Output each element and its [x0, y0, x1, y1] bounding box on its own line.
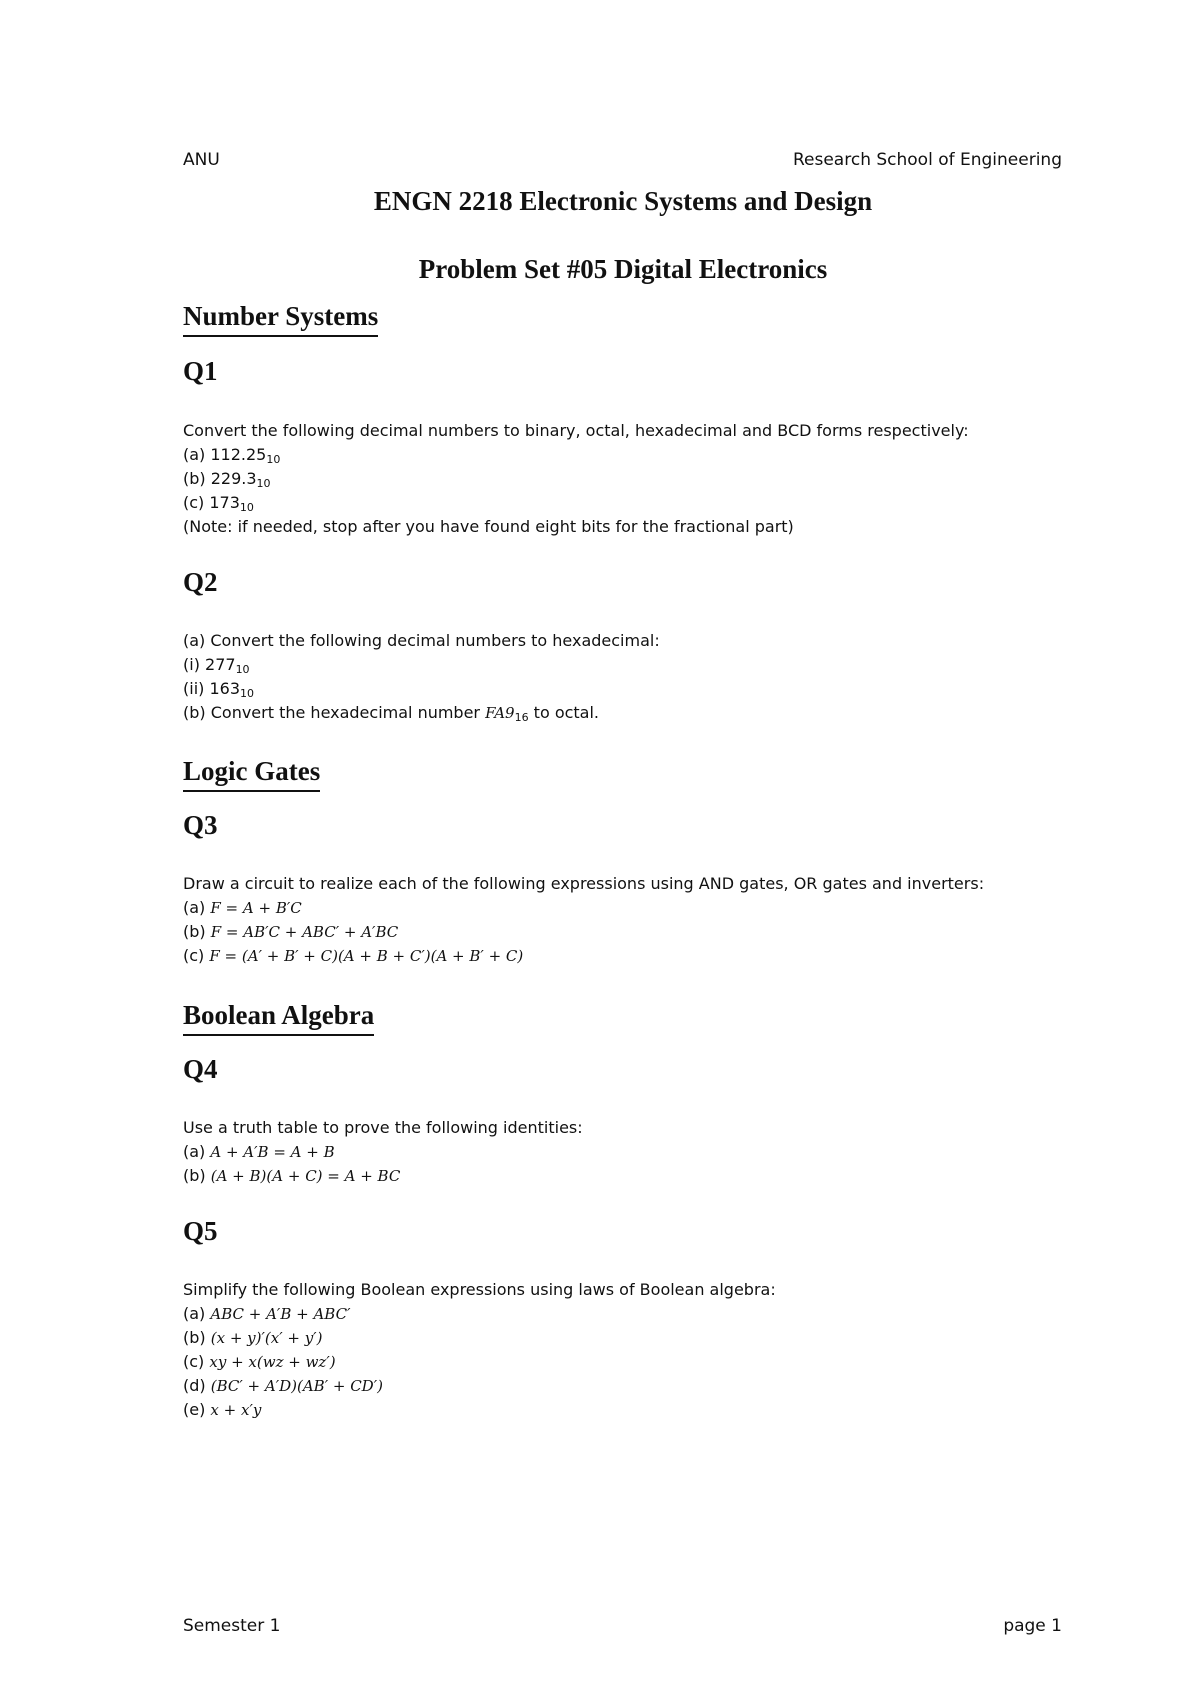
q1-note: (Note: if needed, stop after you have found eight bits for the fractional part): [183, 517, 794, 536]
q3-heading: Q3: [183, 810, 218, 840]
q2-intro: (a) Convert the following decimal numbers to hexadecimal:: [183, 631, 660, 650]
q2-item-b: (b) Convert the hexadecimal number $FA9_{16}$ to octal.: [183, 703, 600, 724]
q1-item-a: (a) $112.25_{10}$: [183, 445, 281, 466]
q3-item-b: (b) F = AB′C + ABC′ + A′BC: [183, 922, 399, 941]
q3-item-c: (c) F = (A′ + B′ + C)(A + B + C′)(A + B′ + C): [183, 946, 524, 965]
q2-body: [183, 629, 1083, 725]
q3-body: [183, 872, 1083, 968]
q5-item-c: (c) xy + x(wz + wz′): [183, 1352, 336, 1371]
q2-heading: Q2: [183, 567, 218, 597]
q5-heading: Q5: [183, 1216, 218, 1246]
q5-item-b: (b) (x + y)′(x′ + y′): [183, 1328, 323, 1347]
section-logic-gates: Logic Gates: [183, 756, 320, 792]
page-footer: [183, 1616, 1062, 1640]
q1-intro: Convert the following decimal numbers to binary, octal, hexadecimal and BCD forms respectively:: [183, 421, 969, 440]
page-header: [183, 150, 1062, 174]
q3-item-a: (a) F = A + B′C: [183, 898, 302, 917]
q3-intro: Draw a circuit to realize each of the following expressions using AND gates, OR gates and inverters:: [183, 874, 985, 893]
footer-semester: Semester 1: [183, 1616, 281, 1636]
q4-item-b: (b) (A + B)(A + C) = A + BC: [183, 1166, 401, 1185]
q1-body: [183, 419, 1083, 539]
q4-item-a: (a) A + A′B = A + B: [183, 1142, 335, 1161]
q4-heading: Q4: [183, 1054, 218, 1084]
q5-item-d: (d) (BC′ + A′D)(AB′ + CD′): [183, 1376, 383, 1395]
section-boolean-algebra: Boolean Algebra: [183, 1000, 374, 1036]
course-title: ENGN 2218 Electronic Systems and Design: [373, 186, 873, 216]
q1-heading: Q1: [183, 356, 218, 386]
header-school: Research School of Engineering: [792, 150, 1062, 170]
problem-set-title: Problem Set #05 Digital Electronics: [418, 254, 828, 284]
q5-body: [183, 1278, 1083, 1422]
q4-intro: Use a truth table to prove the following identities:: [183, 1118, 583, 1137]
q2-item-i: (i) $277_{10}$: [183, 655, 250, 676]
q5-item-e: (e) x + x′y: [183, 1400, 262, 1419]
footer-page-number: page 1: [1003, 1616, 1062, 1636]
q1-item-c: (c) $173_{10}$: [183, 493, 254, 514]
q4-body: [183, 1116, 1083, 1188]
q5-item-a: (a) ABC + A′B + ABC′: [183, 1304, 351, 1323]
q1-item-b: (b) $229.3_{10}$: [183, 469, 271, 490]
header-institution: ANU: [183, 150, 220, 170]
q2-item-ii: (ii) $163_{10}$: [183, 679, 255, 700]
section-number-systems: Number Systems: [183, 301, 378, 337]
q5-intro: Simplify the following Boolean expressions using laws of Boolean algebra:: [183, 1280, 776, 1299]
